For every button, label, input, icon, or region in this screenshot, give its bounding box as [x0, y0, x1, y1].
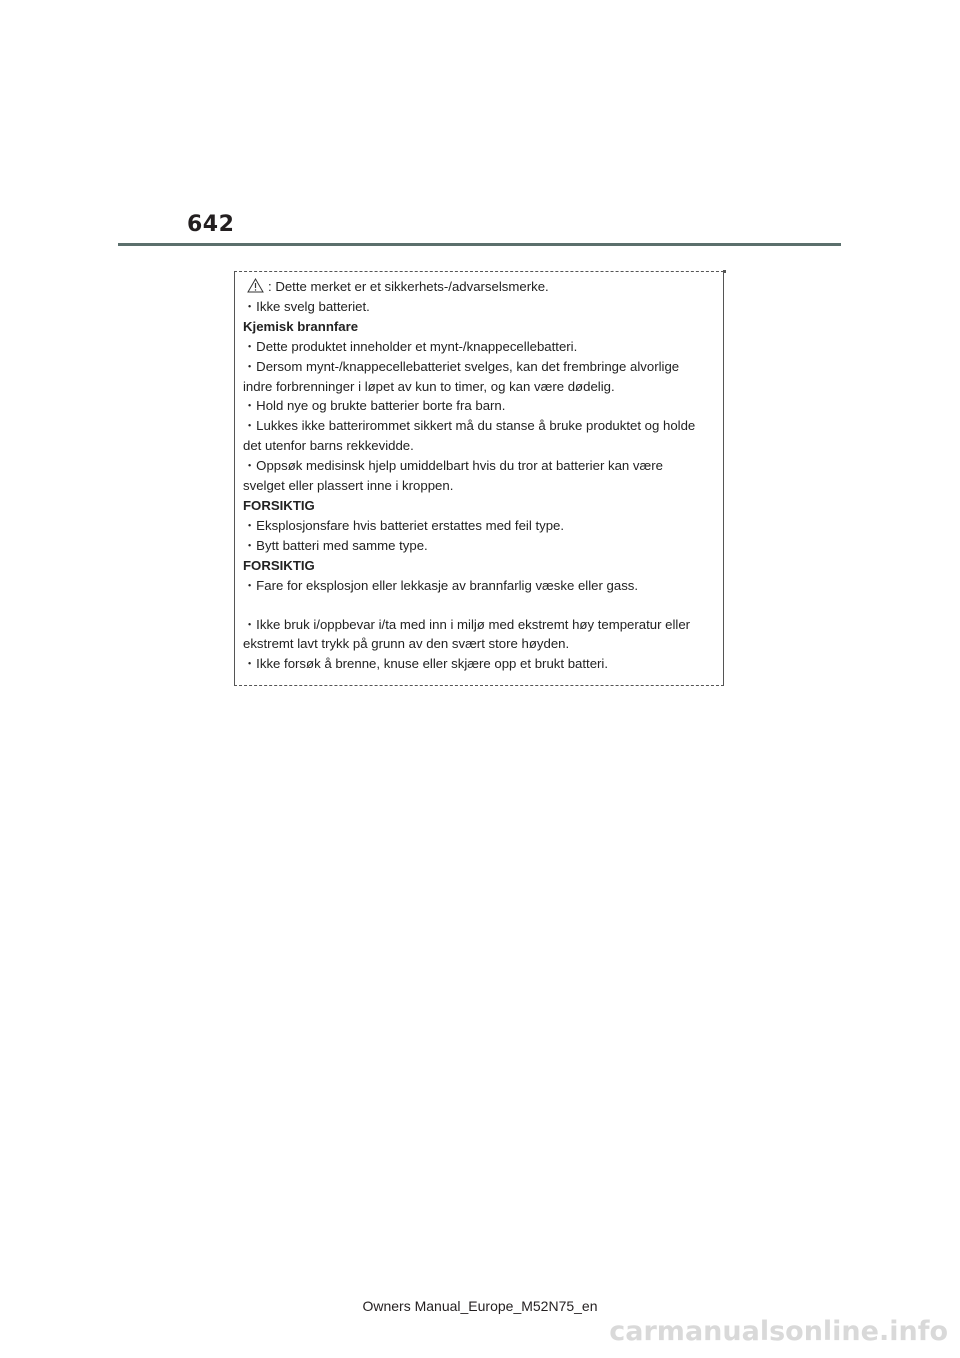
footer-manual-id: Owners Manual_Europe_M52N75_en: [362, 1298, 598, 1314]
label-heading: FORSIKTIG: [243, 497, 315, 513]
warning-triangle-icon: [247, 278, 264, 293]
label-line: ・Oppsøk medisinsk hjelp umiddelbart hvis du tror at batterier kan være: [243, 458, 663, 474]
label-spacer: [243, 596, 715, 615]
label-line: det utenfor barns rekkevidde.: [243, 438, 414, 454]
label-content: [243, 277, 715, 674]
label-heading: FORSIKTIG: [243, 557, 315, 573]
label-line: ・Hold nye og brukte batterier borte fra barn.: [243, 398, 506, 414]
warning-symbol-line: [243, 277, 715, 297]
label-line: indre forbrenninger i løpet av kun to timer, og kan være dødelig.: [243, 378, 615, 394]
label-line: ・Ikke svelg batteriet.: [243, 298, 370, 314]
label-line: ・Ikke bruk i/oppbevar i/ta med inn i miljø med ekstremt høy temperatur eller: [243, 616, 691, 632]
label-line: ・Bytt batteri med samme type.: [243, 537, 428, 553]
header-rule: [118, 243, 841, 246]
label-line: ・Fare for eksplosjon eller lekkasje av brannfarlig væske eller gass.: [243, 577, 639, 593]
label-line: ・Dersom mynt-/knappecellebatteriet svelges, kan det frembringe alvorlige: [243, 358, 680, 374]
label-heading: Kjemisk brannfare: [243, 318, 359, 334]
label-line: ekstremt lavt trykk på grunn av den svært store høyden.: [243, 636, 570, 652]
label-line: ・Ikke forsøk å brenne, knuse eller skjære opp et brukt batteri.: [243, 656, 609, 672]
label-line: ・Eksplosjonsfare hvis batteriet erstattes med feil type.: [243, 517, 565, 533]
battery-warning-label: [234, 271, 724, 686]
label-line: svelget eller plassert inne i kroppen.: [243, 478, 454, 494]
label-line: ・Lukkes ikke batterirommet sikkert må du stanse å bruke produktet og holde: [243, 418, 696, 434]
warning-symbol-text: : Dette merket er et sikkerhets-/advarselsmerke.: [268, 279, 549, 294]
label-line: ・Dette produktet inneholder et mynt-/knappecellebatteri.: [243, 338, 578, 354]
watermark: carmanualsonline.info: [609, 1316, 948, 1347]
page-number: 642: [187, 212, 235, 237]
